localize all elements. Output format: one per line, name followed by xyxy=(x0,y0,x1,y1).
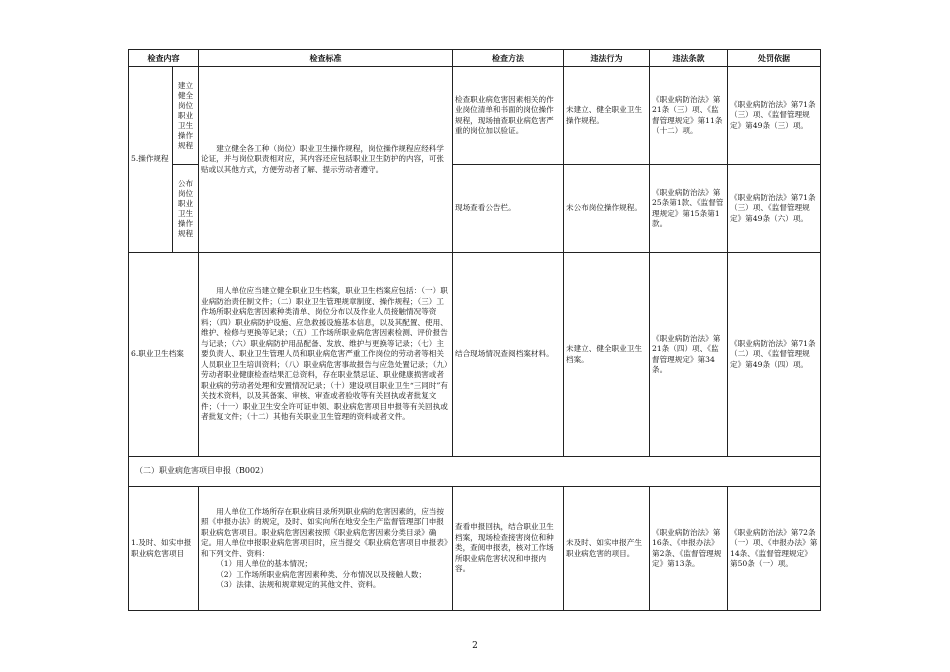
item5-sub2-clause: 《职业病防治法》第25条第1款、《监督管理规定》第15条第1款。 xyxy=(650,165,728,253)
item5-title: 5.操作规程 xyxy=(129,67,173,253)
item5-sub1-violation: 未建立、健全职业卫生操作规程。 xyxy=(564,67,650,165)
item1-standard-p2: （1）用人单位的基本情况； xyxy=(216,559,313,568)
table-row xyxy=(129,67,821,165)
header-violation: 违法行为 xyxy=(564,50,650,67)
item1-title: 1.及时、如实申报职业病危害项目 xyxy=(129,487,199,611)
item5-sub2-label: 公布岗位职业卫生操作规程 xyxy=(173,165,199,253)
item6-clause: 《职业病防治法》第21条（四）项、《监督管理规定》第34条。 xyxy=(650,253,728,457)
item6-method: 结合现场情况查阅档案材料。 xyxy=(453,253,564,457)
inspection-table xyxy=(128,49,821,611)
item5-sub1-label: 建立健全岗位职业卫生操作规程 xyxy=(173,67,199,165)
table-row xyxy=(129,253,821,457)
header-row xyxy=(129,50,821,67)
item1-method: 查看申报回执，结合职业卫生档案，现场检查接害岗位和种类，查阅申报表，核对工作场所职业病危害状况和申报内容。 xyxy=(453,487,564,611)
header-penalty-basis: 处罚依据 xyxy=(728,50,821,67)
section-title: （二）职业病危害项目申报（B002） xyxy=(129,457,821,487)
item1-standard-p3: （2）工作场所职业病危害因素种类、分布情况以及接触人数； xyxy=(216,569,427,579)
table-row xyxy=(129,487,821,611)
item5-sub1-clause: 《职业病防治法》第21条（三）项、《监督管理规定》第11条（十二）项。 xyxy=(650,67,728,165)
page-number: 2 xyxy=(472,641,478,651)
item6-standard: 用人单位应当建立健全职业卫生档案，职业卫生档案应包括：（一）职业病防治责任制文件；（二）职业卫生管理规章制度、操作规程；（三）工作场所职业病危害因素种类清单、岗位分布以及作业人员接触情况等资料；（四）职业病防护设施、应急救援设施基本信息，以及其配置、使用、维护、检修与更换等记录；（五）工作场所职业病危害因素检测、评价报告与记录；（六）职业病防护用品配备、发放、维护与更换等记录；（七）主要负责人、职业卫生管理人员和职业病危害严重工作岗位的劳动者等相关人员职业卫生培训资料；（八）职业病危害事故报告与应急处置记录；（九）劳动者职业健康检查结果汇总资料，存在职业禁忌证、职业健康损害或者职业病的劳动者处理和安置情况记录；（十）建设项目职业卫生“三同时”有关技术资料，以及其备案、审核、审查或者验收等有关回执或者批复文件；（十一）职业卫生安全许可证申领、职业病危害项目申报等有关回执或者批复文件；（十二）其他有关职业卫生管理的资料或者文件。 xyxy=(199,253,453,457)
item5-sub2-method: 现场查看公告栏。 xyxy=(453,165,564,253)
section-row xyxy=(129,457,821,487)
item5-sub1-method: 检查职业病危害因素相关的作业岗位清单和书面的岗位操作规程，现场抽查职业病危害严重的岗位加以验证。 xyxy=(453,67,564,165)
item1-standard-p4: （3）法律、法规和规章规定的其他文件、资料。 xyxy=(216,580,381,589)
item6-violation: 未建立、健全职业卫生档案。 xyxy=(564,253,650,457)
header-inspection-standard: 检查标准 xyxy=(199,50,453,67)
header-violated-clause: 违法条款 xyxy=(650,50,728,67)
item5-sub2-violation: 未公布岗位操作规程。 xyxy=(564,165,650,253)
item6-penalty: 《职业病防治法》第71条（二）项、《监督管理规定》第49条（四）项。 xyxy=(728,253,821,457)
item1-violation: 未及时、如实申报产生职业病危害的项目。 xyxy=(564,487,650,611)
item5-sub2-penalty: 《职业病防治法》第71条（三）项、《监督管理规定》第49条（六）项。 xyxy=(728,165,821,253)
header-inspection-content: 检查内容 xyxy=(129,50,199,67)
header-inspection-method: 检查方法 xyxy=(453,50,564,67)
item1-clause: 《职业病防治法》第16条、《申报办法》第2条、《监督管理规定》第13条。 xyxy=(650,487,728,611)
item1-penalty: 《职业病防治法》第72条（一）项、《申报办法》第14条、《监督管理规定》第50条（一）项。 xyxy=(728,487,821,611)
item1-standard-p1: 用人单位工作场所存在职业病目录所列职业病的危害因素的，应当按照《申报办法》的规定，及时、如实向所在地安全生产监督管理部门申报职业病危害项目。职业病危害因素按照《职业病危害因素分类目录》确定。用人单位申报职业病危害项目时，应当提交《职业病危害项目申报表》和下列文件、资料： xyxy=(201,506,448,558)
item6-title: 6.职业卫生档案 xyxy=(129,253,199,457)
item5-standard: 建立健全各工种（岗位）职业卫生操作规程，岗位操作规程应经科学论证，并与岗位职责相对应，其内容还应包括职业卫生防护的内容，可张贴或以其他方式，方便劳动者了解、提示劳动者遵守。 xyxy=(199,67,453,253)
item1-standard xyxy=(199,487,453,611)
item5-sub1-penalty: 《职业病防治法》第71条（三）项、《监督管理规定》第49条（三）项。 xyxy=(728,67,821,165)
